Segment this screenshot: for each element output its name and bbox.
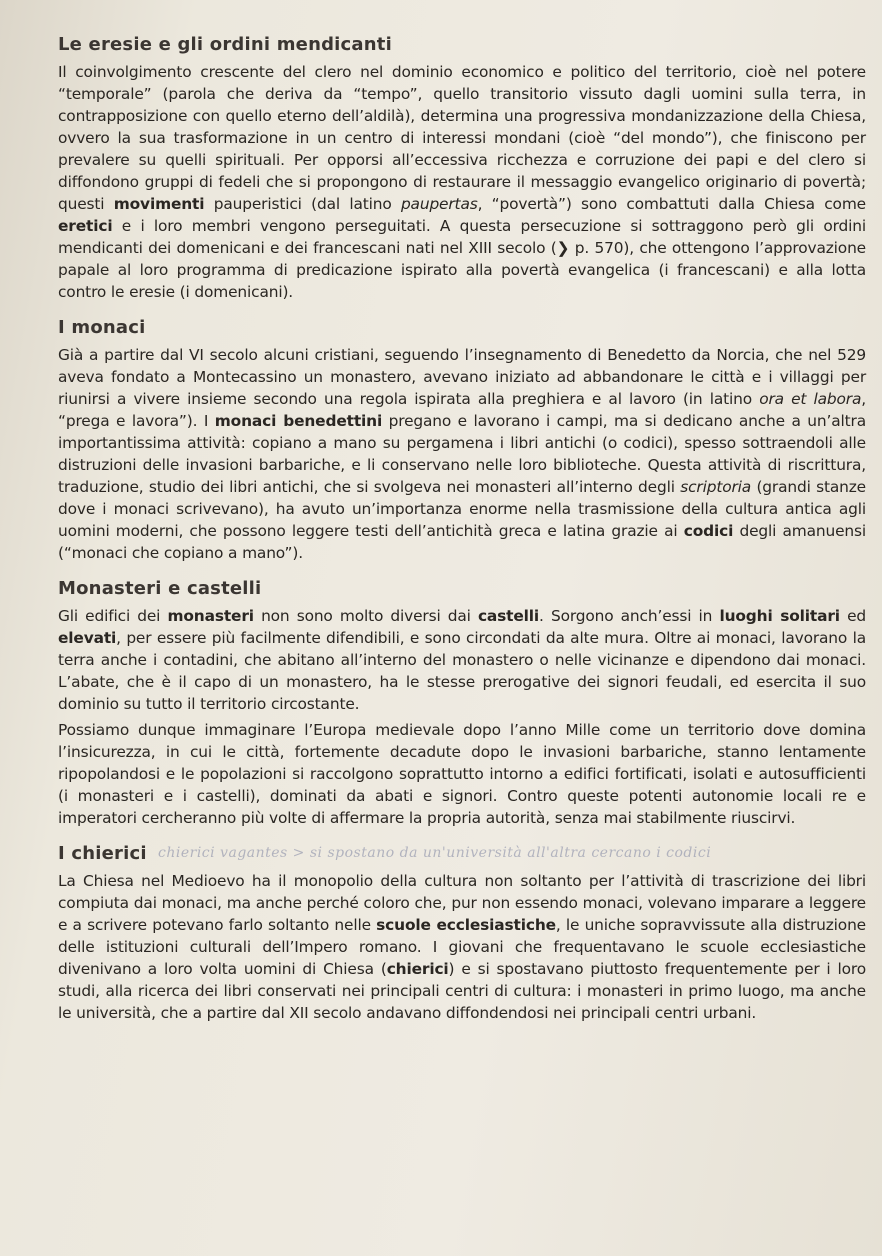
text-run: , per essere più facilmente difendibili, e sono circondati da alte mura. Oltre ai monaci, lavorano la terra anche i contadini, che abitano all’interno del monastero o nelle vicinanze e dipendono dai monaci. L’abate, che è il capo di un monastero, ha le stesse prerogative dei signori feudali, ed esercita il suo dominio su tutto il territorio circostante. <box>58 629 866 713</box>
text-run: . Sorgono anch’essi in <box>539 607 720 625</box>
body-paragraph <box>58 344 866 564</box>
bold-term: monaci benedettini <box>214 412 383 430</box>
bold-term: movimenti <box>113 195 205 213</box>
body-paragraph <box>58 61 866 303</box>
section-heading: I chierici <box>58 843 147 864</box>
bold-term: eretici <box>58 217 113 235</box>
text-run: , “prega e lavora”). I <box>58 390 866 430</box>
text-run: (grandi stanze dove i monaci scrivevano), ha avuto un’importanza enorme nella trasmissione della cultura antica agli uomini moderni, che possono leggere testi dell’antichità greca e latina grazie ai <box>58 478 867 540</box>
italic-term: ora et labora <box>759 390 862 408</box>
bold-term: scuole ecclesiastiche <box>376 916 556 934</box>
text-run: ed <box>839 607 867 625</box>
section-heading: Le eresie e gli ordini mendicanti <box>58 34 392 55</box>
text-run: non sono molto diversi dai <box>253 607 478 625</box>
bold-term: chierici <box>386 960 449 978</box>
text-run: ) e si spostavano piuttosto frequentemente per i loro studi, alla ricerca dei libri conservati nei principali centri di cultura: i monasteri in primo luogo, ma anche le università, che a partire dal XII secolo andavano diffondendosi nei principali centri urbani. <box>58 960 866 1022</box>
text-run: Possiamo dunque immaginare l’Europa medievale dopo l’anno Mille come un territorio dove domina l’insicurezza, in cui le città, fortemente decadute dopo le invasioni barbariche, stanno lentamente ripopolandosi e le popolazioni si raccolgono soprattutto intorno a edifici fortificati, isolati e autosufficienti (i monasteri e i castelli), dominati da abati e signori. Contro queste potenti autonomie locali re e imperatori cercheranno più volte di affermare la propria autorità, senza mai stabilmente riuscirvi. <box>58 721 866 827</box>
text-run: degli amanuensi (“monaci che copiano a mano”). <box>58 522 867 562</box>
text-run: Gli edifici dei <box>58 607 168 625</box>
italic-term: scriptoria <box>680 478 752 496</box>
text-run: Già a partire dal VI secolo alcuni cristiani, seguendo l’insegnamento di Benedetto da Norcia, che nel 529 aveva fondato a Montecassino un monastero, avevano iniziato ad abbandonare le città e i villaggi per riunirsi a vivere insieme secondo una regola ispirata alla preghiera e al lavoro (in latino <box>58 346 866 408</box>
text-run: pregano e lavorano i campi, ma si dedicano anche a un’altra importantissima attività: copiano a mano su pergamena i libri antichi (o codici), spesso sottraendoli alle distruzioni delle invasioni barbariche, e li conservano nelle loro biblioteche. Questa attività di riscrittura, traduzione, studio dei libri antichi, che si svolgeva nei monasteri all’interno degli <box>58 412 866 496</box>
text-run: , “povertà”) sono combattuti dalla Chiesa come <box>477 195 866 213</box>
italic-term: paupertas <box>400 195 478 213</box>
text-run: e i loro membri vengono perseguitati. A questa persecuzione si sottraggono però gli ordini mendicanti dei domenicani e dei francescani nati nel XIII secolo (❯ p. 570), che ottengono l’approvazione papale al loro programma di predicazione ispirato alla povertà evangelica (i francescani) e alla lotta contro le eresie (i domenicani). <box>58 217 866 301</box>
bold-term: elevati <box>58 629 117 647</box>
page-content <box>58 34 866 1024</box>
bold-term: luoghi solitari <box>719 607 840 625</box>
text-run: , le uniche sopravvissute alla distruzione delle istituzioni culturali dell’Impero romano. I giovani che frequentavano le scuole ecclesiastiche divenivano a loro volta uomini di Chiesa ( <box>58 916 866 978</box>
text-run: pauperistici (dal latino <box>204 195 401 213</box>
section-heading: I monaci <box>58 317 146 338</box>
text-run: La Chiesa nel Medioevo ha il monopolio della cultura non soltanto per l’attività di trascrizione dei libri compiuta dai monaci, ma anche perché coloro che, pur non essendo monaci, volevano imparare a leggere e a scrivere potevano farlo soltanto nelle <box>58 872 866 934</box>
body-paragraph <box>58 870 866 1024</box>
body-paragraph <box>58 719 866 829</box>
bold-term: monasteri <box>167 607 254 625</box>
bold-term: codici <box>683 522 734 540</box>
handwritten-note: chierici vagantes > si spostano da un'università all'altra cercano i codici <box>158 845 712 861</box>
text-run: Il coinvolgimento crescente del clero nel dominio economico e politico del territorio, cioè nel potere “temporale” (parola che deriva da “tempo”, quello transitorio vissuto dagli uomini sulla terra, in contrapposizione con quello eterno dell’aldilà), determina una progressiva mondanizzazione della Chiesa, ovvero la sua trasformazione in un centro di interessi mondani (cioè “del mondo”), che finiscono per prevalere su quelli spirituali. Per opporsi all’eccessiva ricchezza e corruzione dei papi e del clero si diffondono gruppi di fedeli che si propongono di restaurare il messaggio evangelico originario di povertà; questi <box>58 63 866 213</box>
bold-term: castelli <box>477 607 540 625</box>
section-heading: Monasteri e castelli <box>58 578 262 599</box>
body-paragraph <box>58 605 866 715</box>
